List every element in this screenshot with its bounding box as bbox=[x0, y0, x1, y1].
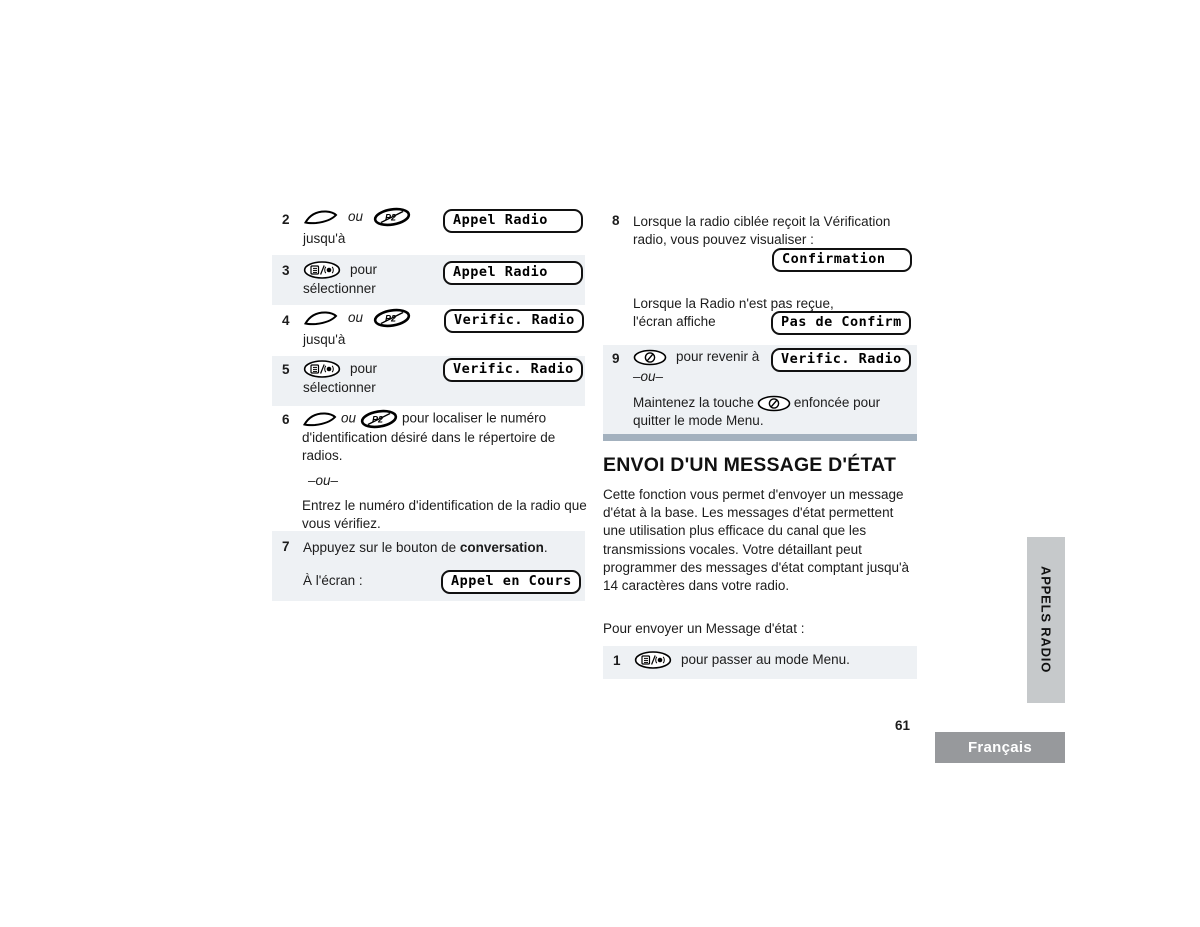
ou-connector: ou bbox=[348, 209, 364, 224]
step-number: 5 bbox=[282, 362, 290, 377]
menu-select-button-icon bbox=[303, 360, 341, 378]
step5-buttons bbox=[300, 360, 377, 378]
ou-connector: ou bbox=[348, 310, 364, 325]
step6-block bbox=[302, 409, 587, 533]
step4-buttons bbox=[300, 308, 415, 328]
step7-action-pre: Appuyez sur le bouton de bbox=[303, 540, 460, 555]
step1-text: pour passer au mode Menu. bbox=[681, 652, 850, 667]
chapter-side-tab bbox=[1027, 537, 1065, 703]
step2-buttons bbox=[300, 207, 415, 227]
p2-button-label: P2 bbox=[372, 414, 384, 425]
step3-buttons bbox=[300, 261, 377, 279]
step4-tail: jusqu'à bbox=[303, 332, 346, 347]
step6-text: pour localiser le numéro d'identification désiré dans le répertoire de radios. bbox=[302, 410, 556, 463]
step-number: 6 bbox=[282, 412, 290, 427]
lcd-display: Verific. Radio bbox=[771, 348, 911, 372]
step9-hold-pre: Maintenez la touche bbox=[633, 395, 754, 410]
step9-buttons bbox=[633, 348, 759, 366]
step2-tail: jusqu'à bbox=[303, 231, 346, 246]
step6-alt-text: Entrez le numéro d'identification de la radio que vous vérifiez. bbox=[302, 498, 587, 531]
menu-select-button-icon bbox=[634, 651, 672, 669]
scroll-button-icon bbox=[303, 208, 339, 226]
step-number: 8 bbox=[612, 213, 620, 228]
menu-select-button-icon bbox=[303, 261, 341, 279]
scroll-button-icon bbox=[303, 309, 339, 327]
language-badge-label: Français bbox=[967, 739, 1033, 756]
step-number: 9 bbox=[612, 351, 620, 366]
step-number: 3 bbox=[282, 263, 290, 278]
p2-button-icon bbox=[372, 308, 412, 328]
lcd-display: Appel Radio bbox=[443, 261, 583, 285]
exit-button-icon bbox=[633, 349, 667, 366]
step-number: 4 bbox=[282, 313, 290, 328]
language-badge bbox=[935, 732, 1065, 763]
p2-button-label: P2 bbox=[385, 313, 397, 324]
step8-line2: Lorsque la Radio n'est pas reçue, bbox=[633, 296, 834, 311]
p2-button-label: P2 bbox=[385, 212, 397, 223]
lcd-display: Verific. Radio bbox=[444, 309, 584, 333]
step9-text: pour revenir à bbox=[676, 349, 760, 364]
ou-dashed-connector: –ou– bbox=[633, 369, 664, 384]
step3-tail: sélectionner bbox=[303, 281, 376, 296]
step5-word: pour bbox=[350, 361, 378, 376]
step7-screen-label: À l'écran : bbox=[303, 573, 363, 588]
p2-button-icon bbox=[372, 207, 412, 227]
step7-action-bold: conversation bbox=[459, 540, 544, 555]
p2-button-icon bbox=[359, 409, 399, 429]
step5-tail: sélectionner bbox=[303, 380, 376, 395]
step1-buttons bbox=[634, 651, 850, 669]
ou-connector: ou bbox=[341, 410, 357, 426]
chapter-side-tab-label: APPELS RADIO bbox=[1038, 566, 1054, 674]
lcd-display: Confirmation bbox=[772, 248, 912, 272]
section-body: Cette fonction vous permet d'envoyer un message d'état à la base. Les messages d'état permettent une utilisation plus efficace du canal que les transmissions vocales. Votre détaillant peut programmer des messages d'état comptant jusqu'à 14 caractères dans votre radio. bbox=[603, 487, 910, 594]
section-title: ENVOI D'UN MESSAGE D'ÉTAT bbox=[603, 454, 897, 476]
ou-dashed-connector: –ou– bbox=[308, 473, 339, 488]
step9-hold-post: enfoncée pour quitter le mode Menu. bbox=[633, 395, 881, 428]
page-number: 61 bbox=[895, 718, 911, 733]
lcd-display: Appel en Cours bbox=[441, 570, 581, 594]
step-number: 2 bbox=[282, 212, 290, 227]
lcd-display: Appel Radio bbox=[443, 209, 583, 233]
lcd-display: Verific. Radio bbox=[443, 358, 583, 382]
step3-word: pour bbox=[350, 262, 378, 277]
section-intro: Pour envoyer un Message d'état : bbox=[603, 621, 805, 636]
step-number: 1 bbox=[613, 653, 621, 668]
exit-button-icon bbox=[757, 395, 791, 412]
step7-action bbox=[303, 539, 585, 557]
lcd-display: Pas de Confirm bbox=[771, 311, 911, 335]
step8-line1: Lorsque la radio ciblée reçoit la Vérification radio, vous pouvez visualiser : bbox=[633, 214, 891, 247]
section-divider-bar bbox=[603, 434, 917, 441]
step-number: 7 bbox=[282, 539, 290, 554]
step9-hold-block bbox=[633, 394, 917, 430]
scroll-button-icon bbox=[302, 410, 338, 428]
step7-action-post: . bbox=[543, 540, 548, 555]
step8-line3: l'écran affiche bbox=[633, 314, 716, 329]
